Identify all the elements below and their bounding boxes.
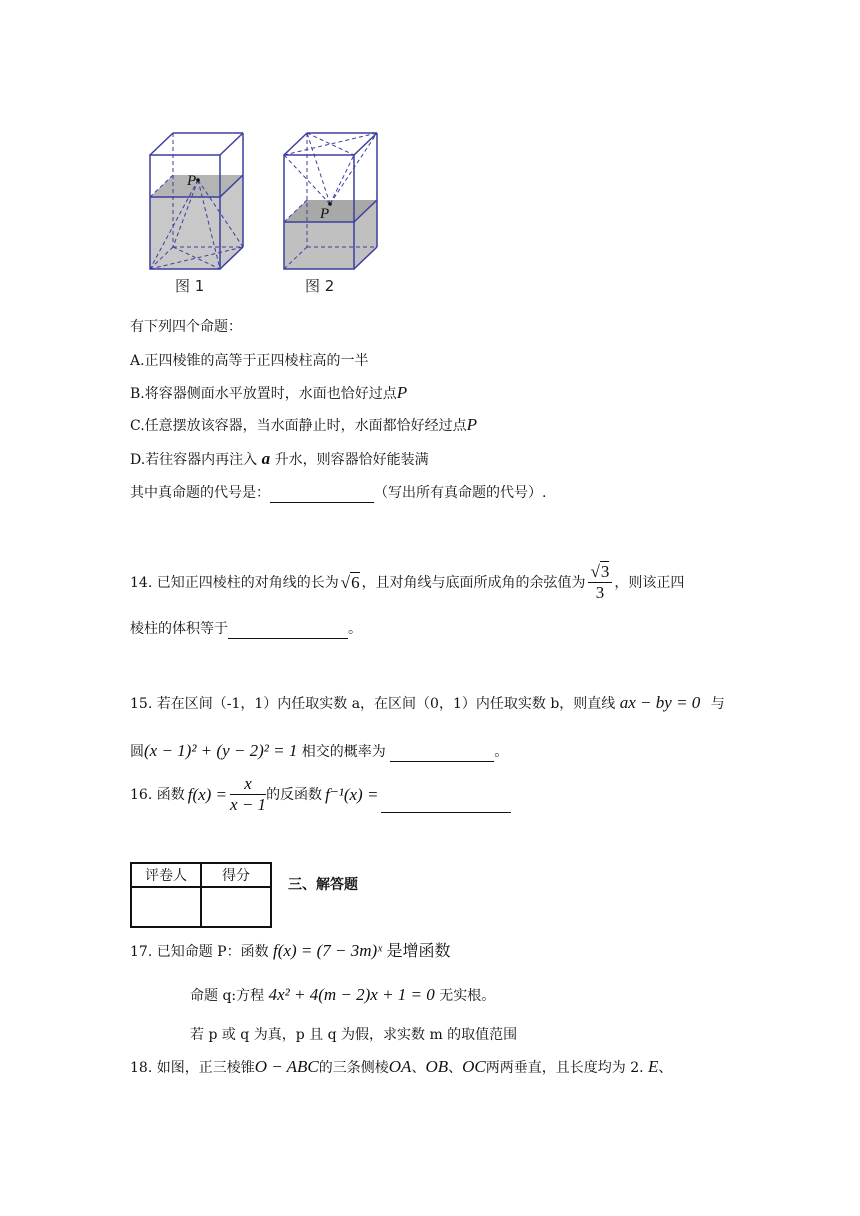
point-p-marker [196,178,200,182]
q17-suffix: 是增函数 [386,941,451,960]
q17-line1 [130,942,450,961]
section-heading: 三、解答题 [288,877,358,893]
fraction-root3-over-3 [588,562,613,603]
proposition-b [130,384,407,403]
proposition-c-text: C.任意摆放该容器，当水面静止时，水面都恰好经过点 [130,418,467,434]
q15-answer-blank[interactable] [390,743,494,762]
proposition-d [130,450,429,469]
grader-header: 评卷人 [131,863,201,887]
sqrt-6-value: 6 [351,572,360,592]
q14-part2: ，且对角线与底面所成角的余弦值为 [361,574,586,591]
fraction-numerator: √3 [588,562,613,583]
f-lhs: f(x) = [187,784,228,804]
q14-part1: 14. 已知正四棱柱的对角线的长为 [130,574,339,591]
circle-equation: (x − 1)² + (y − 2)² = 1 [144,741,298,760]
edge-oc: OC [462,1057,486,1076]
q17-q-suffix: 无实根。 [439,988,496,1004]
line-equation: ax − by = 0 [619,693,701,712]
answer-suffix: （写出所有真命题的代号）. [374,485,547,501]
sqrt-6: √6 [340,572,360,592]
fraction-x-over-x-minus-1 [230,774,266,815]
q15-line2-prefix: 圆 [130,744,144,760]
answer-prefix: 其中真命题的代号是： [130,485,270,501]
score-cell[interactable] [201,887,271,927]
proposition-d-text-2: 升水，则容器恰好能装满 [274,452,429,468]
point-p-label: P [320,206,330,222]
score-header: 得分 [201,863,271,887]
edge-oa: OA [388,1057,412,1076]
q17-prefix: 17. 已知命题 P：函数 [130,944,269,960]
fraction-numerator: x [230,774,266,795]
q16-prefix: 16. 函数 [130,786,185,803]
q13-intro: 有下列四个命题： [130,319,242,335]
q15-line2-mid: 相交的概率为 [301,744,386,760]
q17-q-prefix: 命题 q:方程 [190,988,265,1004]
q14-part3: ，则该正四 [614,574,685,591]
q15-part2: 与 [710,696,725,712]
edge-ob: OB [425,1057,449,1076]
grader-cell[interactable] [131,887,201,927]
point-p: P [466,415,478,434]
q18-prefix: 18. 如图，正三棱锥 [130,1060,255,1076]
proposition-c [130,416,477,435]
grading-table [130,862,272,928]
q17-condition: 若 p 或 q 为真，p 且 q 为假，求实数 m 的取值范围 [190,1027,518,1043]
var-a: a [261,449,271,468]
q18-mid2: 两两垂直，且长度均为 2. [485,1060,644,1076]
q13-answer-line [130,484,546,503]
figure-2-caption: 图 2 [305,277,335,295]
q18-mid1: 的三条侧棱 [318,1060,389,1076]
figure-2 [272,110,397,275]
q14-answer-blank[interactable] [228,620,348,639]
separator: 、 [448,1060,463,1076]
q14-line2-text: 棱柱的体积等于 [130,621,228,637]
q17-function: f(x) = (7 − 3m)ˣ [273,941,382,960]
point-e: E [648,1057,659,1076]
q14-line1 [130,562,684,603]
inverse-function: f⁻¹(x) = [325,784,379,804]
proposition-a: A.正四棱锥的高等于正四棱柱高的一半 [130,353,369,369]
figure-1 [140,110,270,275]
fraction-denominator: 3 [595,583,605,602]
q18-line1 [130,1058,672,1077]
q15-part1: 15. 若在区间（-1，1）内任取实数 a，在区间（0，1）内任取实数 b，则直线 [130,696,616,712]
answer-blank[interactable] [270,484,374,503]
proposition-d-text-1: D.若往容器内再注入 [130,452,258,468]
q16-mid: 的反函数 [266,786,323,803]
proposition-b-text: B.将容器侧面水平放置时，水面也恰好过点 [130,386,397,402]
q18-end: 、 [658,1060,673,1076]
q16-line [130,774,511,815]
pyramid-name: O − ABC [254,1057,319,1076]
q15-line2 [130,742,508,762]
figure-1-caption: 图 1 [175,277,205,295]
point-p-label: P [187,173,197,189]
fraction-denominator: x − 1 [230,795,267,814]
q14-line2-end: 。 [348,621,362,637]
q15-line1 [130,694,725,713]
q14-line2 [130,620,362,639]
q16-answer-blank[interactable] [381,794,511,813]
q15-line2-end: 。 [494,744,509,760]
separator: 、 [411,1060,426,1076]
q17-line2 [190,986,495,1005]
point-p: P [396,383,408,402]
q17-equation: 4x² + 4(m − 2)x + 1 = 0 [268,985,435,1004]
